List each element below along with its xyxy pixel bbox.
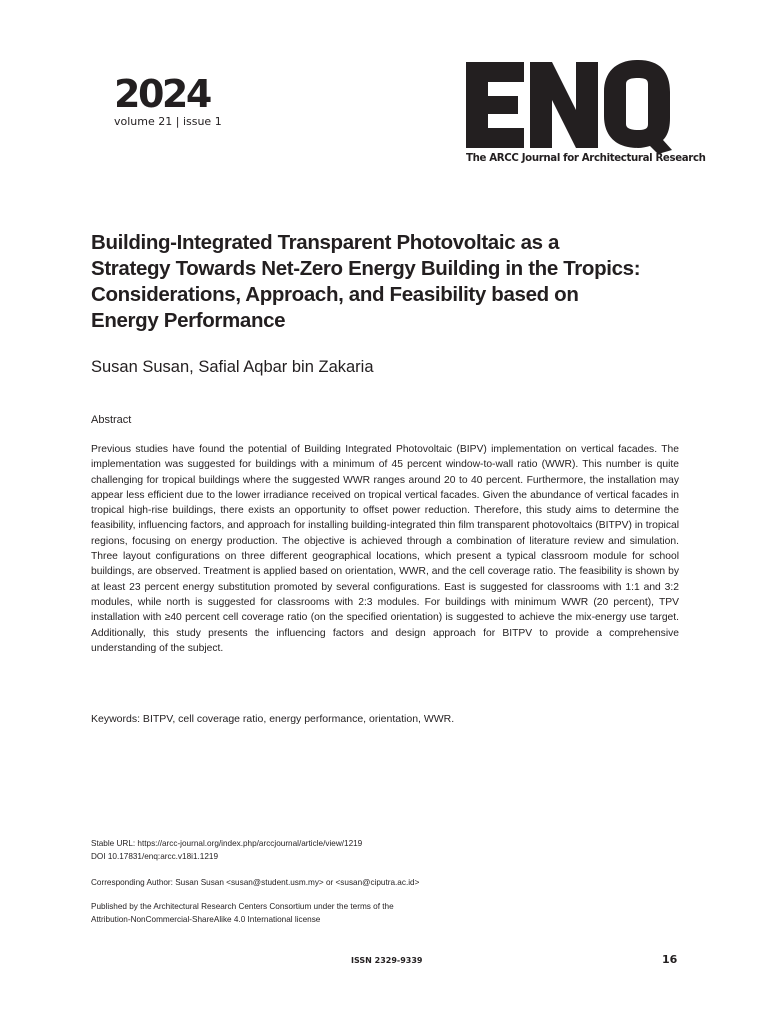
article-title (91, 230, 691, 334)
abstract-text: Previous studies have found the potential of Building Integrated Photovoltaic (BIPV) implementation on vertical facades. The implementation was suggested for buildings with a minimum of 45 percent window-to-wall ratio (WWR). This number is quite challenging for tropical buildings where the suggested WWR ranges around 20 to 40 percent. Furthermore, the installation may appear less efficient due to the lower irradiance received on tropical vertical facades. Given the abundance of vertical facades in tropical high-rise buildings, there exists an opportunity to offset power reduction. Therefore, this study aims to determine the feasibility, influencing factors, and approach for installing building-integrated thin film transparent photovoltaics (BITPV) in tropical regions, focusing on energy production. The objective is achieved through a combination of literature review and simulation. Three layout configurations on three different geographical locations, which present a typical classroom module for school buildings, are observed. Treatment is applied based on orientation, WWR, and the cell coverage ratio. The feasibility is shown by at least 23 percent energy substitution promoted by several configurations. East is suggested for classrooms with 1:1 and 3:2 modules, while north is suggested for classrooms with 2:3 modules. For buildings with minimum WWR (20 percent), TPV installation with ≥40 percent cell coverage ratio (on the specified orientation) is suggested to achieve the mix-energy use target. Additionally, this study presents the influencing factors and design approach for BITPV to provide a comprehensive understanding of the subject. (91, 444, 679, 654)
abstract-heading: Abstract (91, 414, 132, 426)
volume-issue: volume 21 | issue 1 (114, 115, 222, 128)
journal-logo (464, 58, 706, 170)
citation-info (91, 838, 362, 863)
journal-tagline: The ARCC Journal for Architectural Research (466, 153, 706, 164)
title-line: Building-Integrated Transparent Photovoltaic as a (91, 231, 560, 254)
author-list: Susan Susan, Safial Aqbar bin Zakaria (91, 358, 374, 376)
publication-year: 2024 (114, 72, 210, 116)
stable-url: Stable URL: https://arcc-journal.org/index.php/arccjournal/article/view/1219 (91, 839, 363, 848)
license-line: Published by the Architectural Research Centers Consortium under the terms of the (91, 902, 394, 911)
corresponding-author: Corresponding Author: Susan Susan <susan@student.usm.my> or <susan@ciputra.ac.id> (91, 878, 420, 887)
title-line: Energy Performance (91, 309, 286, 332)
title-line: Strategy Towards Net-Zero Energy Building in the Tropics: (91, 257, 641, 280)
enq-logo-mark (464, 58, 676, 154)
doi: DOI 10.17831/enq:arcc.v18i1.1219 (91, 851, 218, 861)
license-line: Attribution-NonCommercial-ShareAlike 4.0 International license (91, 914, 321, 924)
license-notice (91, 901, 394, 926)
keywords: Keywords: BITPV, cell coverage ratio, energy performance, orientation, WWR. (91, 713, 455, 725)
issn: ISSN 2329-9339 (351, 956, 423, 965)
page-number: 16 (662, 953, 678, 966)
title-line: Considerations, Approach, and Feasibility based on (91, 283, 579, 306)
